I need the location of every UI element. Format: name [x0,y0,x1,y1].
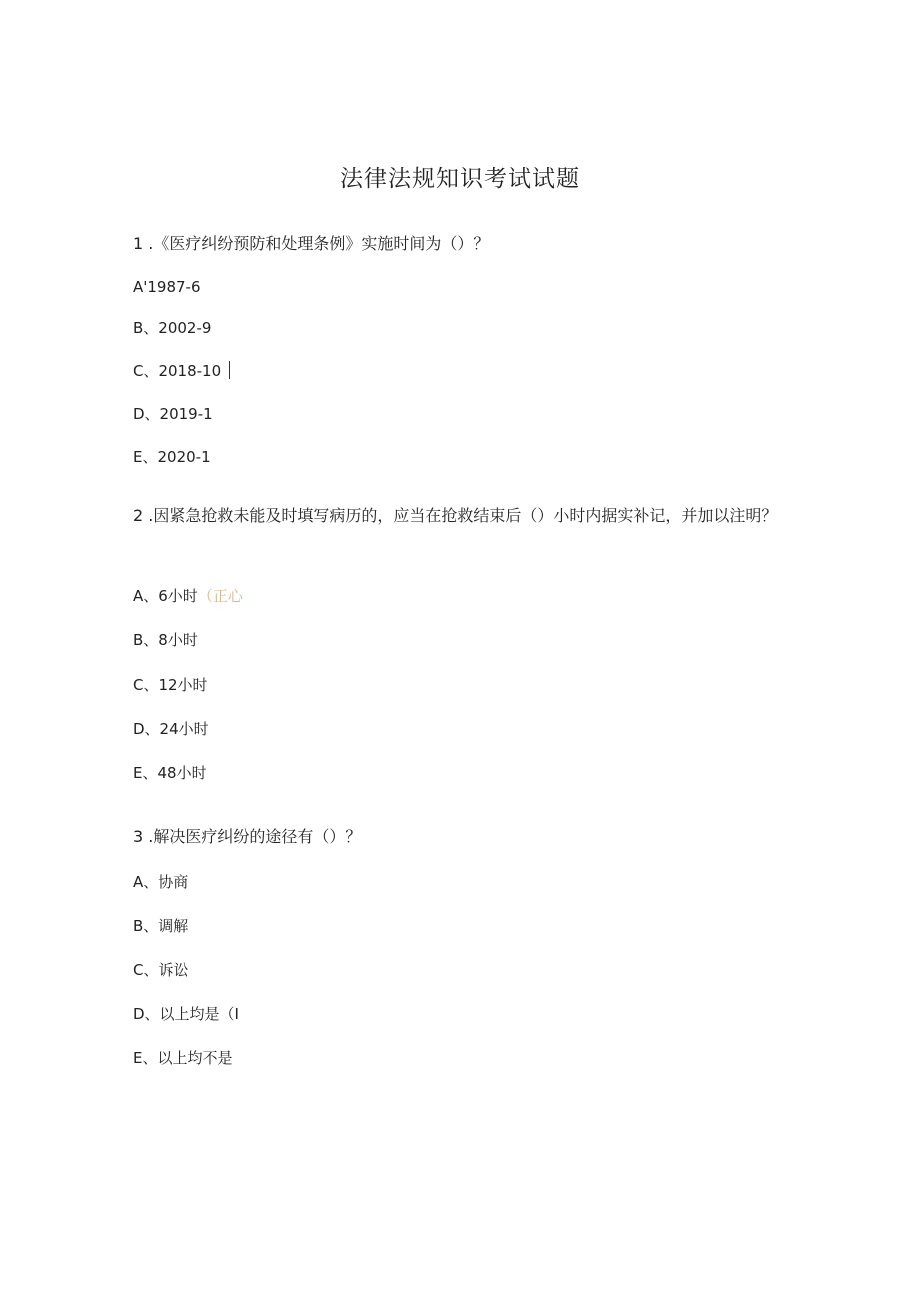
question-3-option-c: C、诉讼 [133,961,189,979]
question-1-option-a: A'1987-6 [133,278,201,296]
question-3-stem: 3 .解决医疗纠纷的途径有（）？ [133,827,362,846]
question-1-option-b: B、2002-9 [133,319,212,337]
question-3-option-d: D、以上均是（I [133,1005,239,1023]
answer-annotation: （正心 [197,587,243,605]
question-2-option-d: D、24小时 [133,720,209,738]
question-2-option-a [133,585,243,607]
question-1-option-e: E、2020-1 [133,448,211,466]
question-2-option-e: E、48小时 [133,764,207,782]
pen-mark [229,361,230,379]
question-1-option-d: D、2019-1 [133,405,213,423]
question-2-option-b: B、8小时 [133,631,198,649]
question-2-stem: 2 .因紧急抢救未能及时填写病历的，应当在抢救结束后（）小时内据实补记，并加以注明？ [133,506,778,525]
page-title: 法律法规知识考试试题 [340,166,580,192]
question-3-option-b: B、调解 [133,917,189,935]
question-3-option-e: E、以上均不是 [133,1049,233,1067]
question-1-stem: 1 .《医疗纠纷预防和处理条例》实施时间为（）？ [133,234,490,253]
question-3-option-a: A、协商 [133,873,189,891]
question-2-option-c: C、12小时 [133,676,208,694]
question-1-option-c [133,360,230,382]
question-1-option-c-text: C、2018-10 [133,362,222,380]
question-2-option-a-text: A、6小时 [133,587,198,605]
